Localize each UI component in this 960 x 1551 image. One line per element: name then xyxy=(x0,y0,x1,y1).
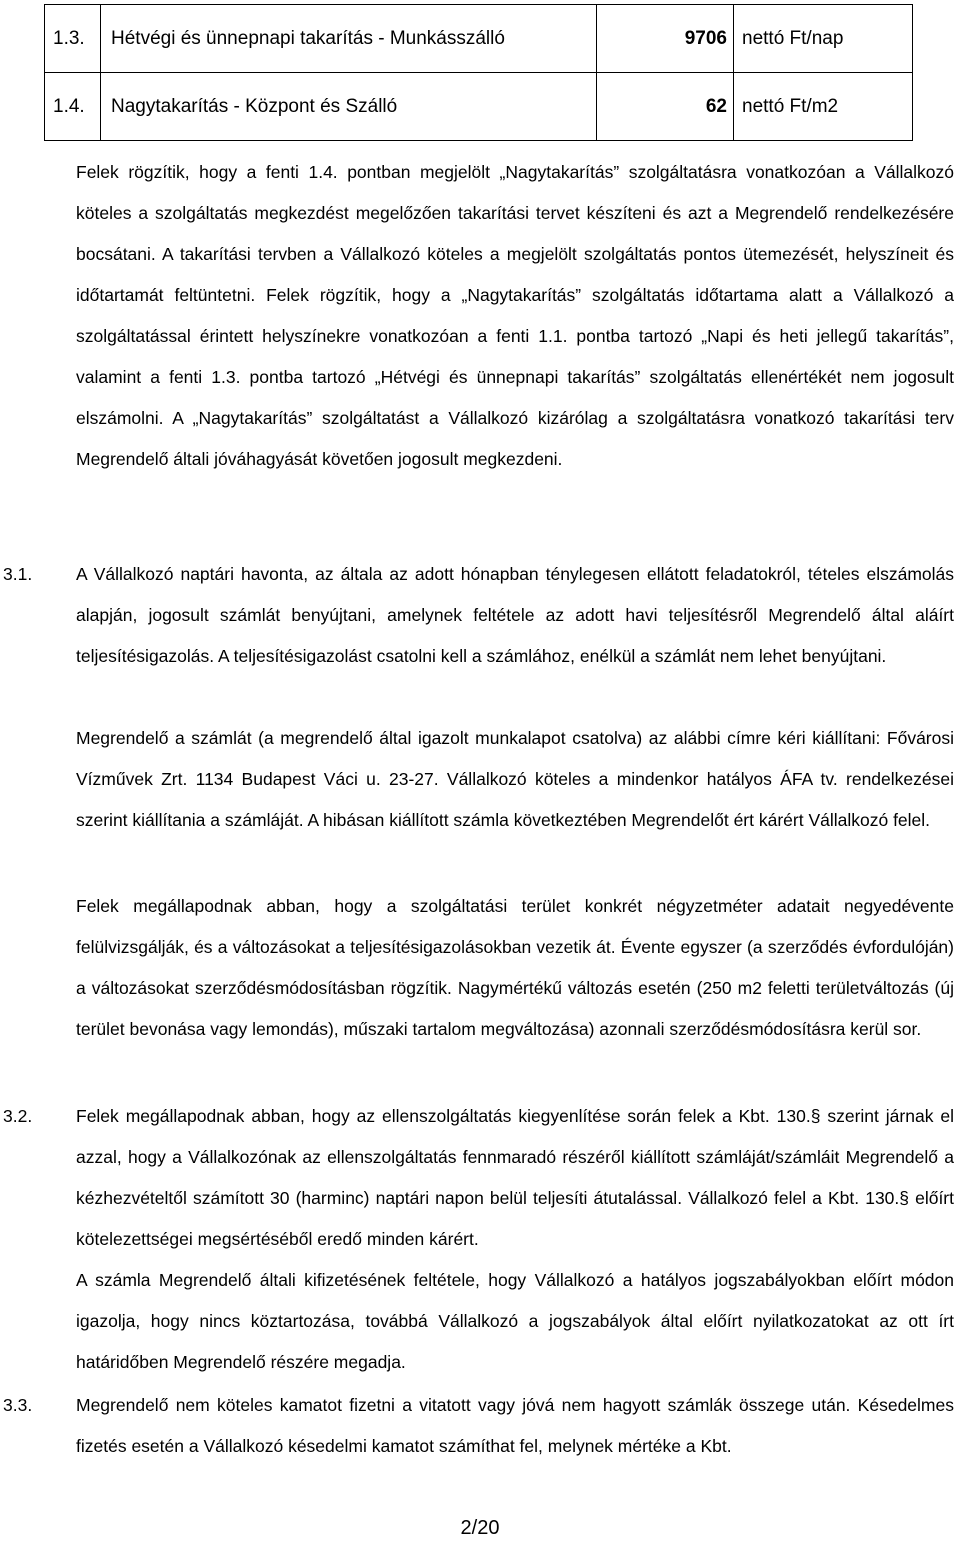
service-price: 9706 xyxy=(597,5,734,73)
row-number: 1.3. xyxy=(45,5,101,73)
section-3-1-paragraph-2: Megrendelő a számlát (a megrendelő által igazolt munkalapot csatolva) az alábbi címre kéri kiállítani: Fővárosi Vízművek Zrt. 1134 Budapest Váci u. 23-27. Vállalkozó köteles a mindenkor hatályos ÁFA tv. rendelkezései szerint kiállítania a számláját. A hibásan kiállított számla következtében Megrendelőt ért kárért Vállalkozó felel. xyxy=(76,728,954,830)
table-row xyxy=(45,73,913,141)
service-price: 62 xyxy=(597,73,734,141)
section-number: 3.2. xyxy=(3,1106,33,1126)
price-unit: nettó Ft/m2 xyxy=(734,73,913,141)
section-number: 3.3. xyxy=(3,1395,33,1415)
section-3-2-paragraph-2: A számla Megrendelő általi kifizetésének feltétele, hogy Vállalkozó a hatályos jogszabályokban előírt módon igazolja, hogy nincs köztartozása, továbbá Vállalkozó a jogszabályok által előírt nyilatkozatokat az ott írt határidőben Megrendelő részére megadja. xyxy=(76,1270,954,1372)
section-3-1-paragraph-1: A Vállalkozó naptári havonta, az általa az adott hónapban ténylegesen ellátott feladatokról, tételes elszámolás alapján, jogosult számlát benyújtani, amelynek feltétele az adott havi teljesítésről Megrendelő által aláírt teljesítésigazolás. A teljesítésigazolást csatolni kell a számlához, enélkül a számlát nem lehet benyújtani. xyxy=(76,564,954,666)
page-number: 2/20 xyxy=(460,1517,500,1539)
section-number: 3.1. xyxy=(3,564,33,584)
service-description: Hétvégi és ünnepnapi takarítás - Munkásszálló xyxy=(101,5,597,73)
price-unit: nettó Ft/nap xyxy=(734,5,913,73)
row-number: 1.4. xyxy=(45,73,101,141)
price-table xyxy=(44,4,913,141)
service-description: Nagytakarítás - Központ és Szálló xyxy=(101,73,597,141)
section-3-1-paragraph-3: Felek megállapodnak abban, hogy a szolgáltatási terület konkrét négyzetméter adatait negyedévente felülvizsgálják, és a változásokat a teljesítésigazolásokban vezetik át. Évente egyszer (a szerződés évfordulóján) a változásokat szerződésmódosításban rögzítik. Nagymértékű változás esetén (250 m2 feletti területváltozás (új terület bevonása vagy lemondás), műszaki tartalom megváltozása) azonnali szerződésmódosításra kerül sor. xyxy=(76,896,954,1039)
section-3-3-paragraph-1: Megrendelő nem köteles kamatot fizetni a vitatott vagy jóvá nem hagyott számlák összege után. Késedelmes fizetés esetén a Vállalkozó késedelmi kamatot számíthat fel, melynek mértéke a Kbt. xyxy=(76,1395,954,1456)
intro-paragraph: Felek rögzítik, hogy a fenti 1.4. pontban megjelölt „Nagytakarítás” szolgáltatásra vonatkozóan a Vállalkozó köteles a szolgáltatás megkezdést megelőzően takarítási tervet készíteni és azt a Megrendelő rendelkezésére bocsátani. A takarítási tervben a Vállalkozó köteles a megjelölt szolgáltatás pontos ütemezését, helyszíneit és időtartamát feltüntetni. Felek rögzítik, hogy a „Nagytakarítás” szolgáltatás időtartama alatt a Vállalkozó a szolgáltatással érintett helyszínekre vonatkozóan a fenti 1.1. pontba tartozó „Napi és heti jellegű takarítás”, valamint a fenti 1.3. pontba tartozó „Hétvégi és ünnepnapi takarítás” szolgáltatás ellenértékét nem jogosult elszámolni. A „Nagytakarítás” szolgáltatást a Vállalkozó kizárólag a szolgáltatásra vonatkozó takarítási terv Megrendelő általi jóváhagyását követően jogosult megkezdeni. xyxy=(76,162,954,469)
section-3-2-paragraph-1: Felek megállapodnak abban, hogy az ellenszolgáltatás kiegyenlítése során felek a Kbt. 130.§ szerint járnak el azzal, hogy a Vállalkozónak az ellenszolgáltatás fennmaradó részéről kiállított számláját/számláit Megrendelő a kézhezvételtől számított 30 (harminc) naptári napon belül teljesíti átutalással. Vállalkozó felel a Kbt. 130.§ előírt kötelezettségei megsértéséből eredő minden kárért. xyxy=(76,1106,954,1249)
table-row xyxy=(45,5,913,73)
